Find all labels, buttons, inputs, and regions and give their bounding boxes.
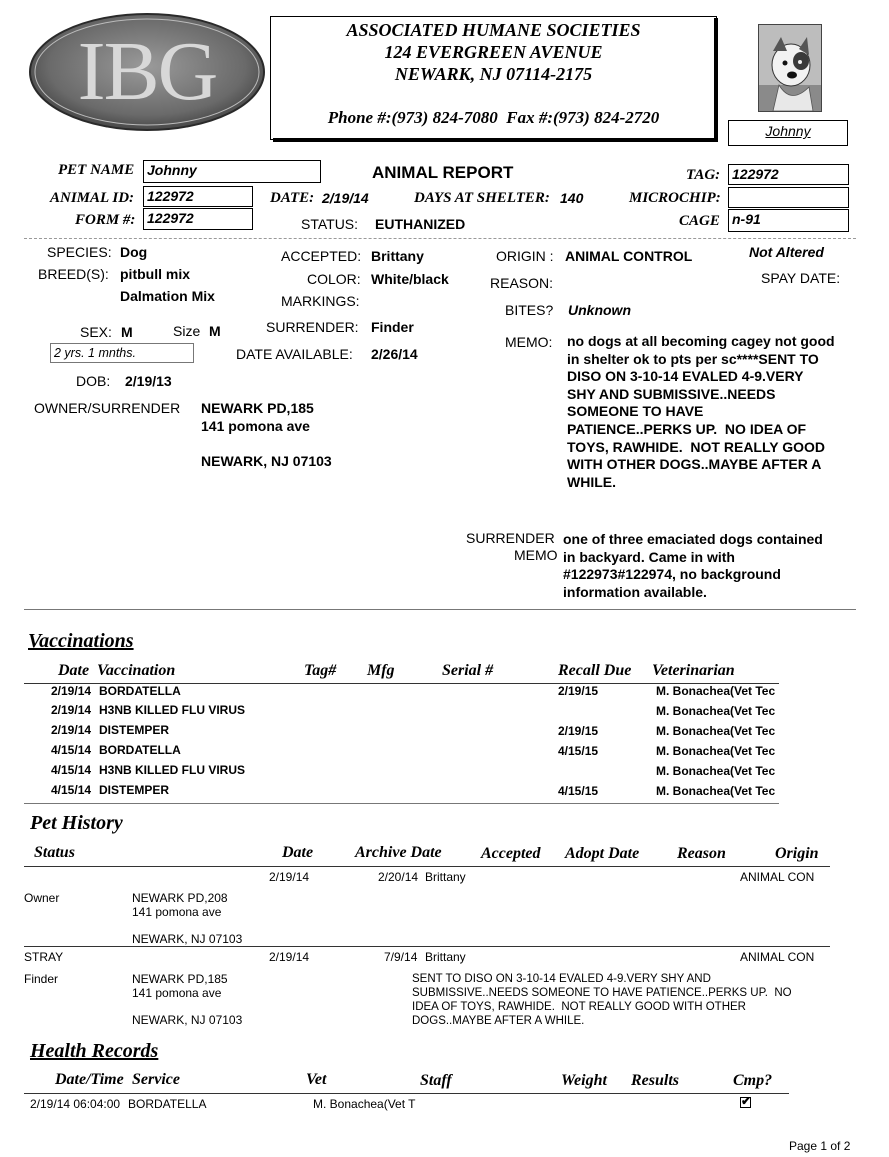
hist-col-reason: Reason: [677, 845, 726, 862]
hist-col-accepted: Accepted: [481, 845, 541, 862]
microchip-label: MICROCHIP:: [629, 190, 721, 206]
health-col-cmp: Cmp?: [733, 1072, 773, 1089]
health-heading: Health Records: [30, 1040, 159, 1062]
spay-date-label: SPAY DATE:: [761, 270, 841, 286]
tag-field: 122972: [728, 164, 849, 185]
tag-label: TAG:: [686, 167, 721, 183]
vac-vet: M. Bonachea(Vet Tec: [656, 724, 776, 738]
species-label: SPECIES:: [47, 244, 112, 260]
hist-street: 141 pomona ave: [132, 986, 222, 1000]
vac-name: DISTEMPER: [99, 723, 170, 737]
breed-value-2: Dalmation Mix: [120, 288, 215, 304]
date-available-value: 2/26/14: [371, 346, 418, 362]
report-title: ANIMAL REPORT: [372, 163, 514, 182]
org-address1: 124 EVERGREEN AVENUE: [384, 42, 603, 62]
form-label: FORM #:: [75, 212, 136, 228]
page-number: Page 1 of 2: [789, 1139, 851, 1153]
pet-photo: [758, 24, 822, 112]
vac-col-mfg: Mfg: [367, 662, 395, 679]
vaccinations-heading: Vaccinations: [28, 630, 134, 652]
history-heading: Pet History: [30, 812, 123, 834]
hist-name: NEWARK PD,208: [132, 891, 228, 905]
days-value: 140: [560, 190, 584, 206]
hist-record-rule: [24, 946, 830, 947]
photo-caption: Johnny: [765, 123, 811, 139]
hist-note: SENT TO DISO ON 3-10-14 EVALED 4-9.VERY SHY AND SUBMISSIVE..NEEDS SOMEONE TO HAVE PATIENCE..PERKS UP. NO IDEA OF TOYS, RAWHIDE. NOT REALLY GOOD WITH OTHER DOGS..MAYBE AFTER A WHILE.: [412, 973, 792, 1027]
hist-col-date: Date: [282, 844, 314, 861]
surrender-label: SURRENDER:: [266, 319, 359, 335]
vac-recall: 2/19/15: [558, 724, 599, 738]
date-label: DATE:: [270, 190, 315, 206]
logo: [27, 12, 267, 132]
org-address2: NEWARK, NJ 07114-2175: [394, 64, 593, 84]
health-col-vet: Vet: [306, 1071, 327, 1088]
vac-date: 2/19/14: [51, 703, 92, 717]
vac-date: 2/19/14: [51, 723, 92, 737]
date-value: 2/19/14: [322, 190, 369, 206]
vac-vet: M. Bonachea(Vet Tec: [656, 764, 776, 778]
health-service: BORDATELLA: [128, 1097, 207, 1111]
breed-value-1: pitbull mix: [120, 266, 190, 282]
owner-line3: NEWARK, NJ 07103: [201, 453, 332, 469]
health-datetime: 2/19/14 06:04:00: [30, 1097, 121, 1111]
memo-text: no dogs at all becoming cagey not good in shelter ok to pts per sc****SENT TO DISO ON 3-10-14 EVALED 4-9.VERY SHY AND SUBMISSIVE..NEEDS SOMEONE TO HAVE PATIENCE..PERKS UP. NO IDEA OF TOYS, RAWHIDE. NOT REALLY GOOD WITH OTHER DOGS..MAYBE AFTER A WHILE.: [567, 333, 835, 490]
altered-value: Not Altered: [749, 244, 824, 260]
vac-footer-rule: [24, 803, 779, 804]
vac-recall: 4/15/15: [558, 744, 599, 758]
hist-origin: ANIMAL CON: [740, 950, 815, 964]
hist-archive: 2/20/14: [378, 870, 419, 884]
vac-recall: 4/15/15: [558, 784, 599, 798]
hist-name: NEWARK PD,185: [132, 972, 228, 986]
vac-name: H3NB KILLED FLU VIRUS: [99, 763, 246, 777]
hist-city: NEWARK, NJ 07103: [132, 932, 243, 946]
vac-col-tag: Tag#: [304, 662, 337, 679]
hist-street: 141 pomona ave: [132, 905, 222, 919]
vac-date: 2/19/14: [51, 684, 92, 698]
form-field: 122972: [143, 208, 253, 230]
size-label: Size: [173, 323, 201, 339]
vac-vet: M. Bonachea(Vet Tec: [656, 744, 776, 758]
vac-col-vaccination: Vaccination: [97, 662, 176, 679]
status-label: STATUS:: [301, 216, 359, 232]
vac-name: H3NB KILLED FLU VIRUS: [99, 703, 246, 717]
vac-col-date: Date: [58, 662, 90, 679]
animal-id-field: 122972: [143, 186, 253, 207]
size-value: M: [209, 323, 221, 339]
accepted-label: ACCEPTED:: [281, 248, 362, 264]
reason-label: REASON:: [490, 275, 554, 291]
surrender-value: Finder: [371, 319, 414, 335]
hist-accepted: Brittany: [425, 950, 466, 964]
microchip-field: [728, 187, 849, 208]
owner-line2: 141 pomona ave: [201, 418, 310, 434]
accepted-value: Brittany: [371, 248, 424, 264]
surrender-memo-label-2: MEMO: [514, 547, 558, 563]
org-name: ASSOCIATED HUMANE SOCIETIES: [346, 20, 641, 40]
sex-label: SEX:: [80, 324, 112, 340]
species-value: Dog: [120, 244, 148, 260]
vac-vet: M. Bonachea(Vet Tec: [656, 684, 776, 698]
health-col-staff: Staff: [420, 1072, 452, 1089]
owner-line1: NEWARK PD,185: [201, 400, 314, 416]
vac-col-recall: Recall Due: [558, 662, 632, 679]
health-col-service: Service: [132, 1071, 180, 1088]
cage-field: n-91: [728, 209, 849, 232]
hist-accepted: Brittany: [425, 870, 466, 884]
vac-date: 4/15/14: [51, 743, 92, 757]
pet-name-label: PET NAME: [58, 162, 135, 178]
vac-name: BORDATELLA: [99, 743, 181, 757]
vac-vet: M. Bonachea(Vet Tec: [656, 704, 776, 718]
logo-text: IBG: [77, 25, 217, 118]
animal-id-label: ANIMAL ID:: [50, 190, 135, 206]
hist-city: NEWARK, NJ 07103: [132, 1013, 243, 1027]
hist-origin: ANIMAL CON: [740, 870, 815, 884]
vac-recall: 2/19/15: [558, 684, 599, 698]
breed-label: BREED(S):: [38, 266, 109, 282]
color-value: White/black: [371, 271, 449, 287]
cage-label: CAGE: [679, 213, 720, 229]
divider-details: [24, 609, 856, 610]
health-col-weight: Weight: [561, 1072, 607, 1089]
markings-label: MARKINGS:: [281, 293, 360, 309]
surrender-memo-label-1: SURRENDER: [466, 530, 555, 546]
health-vet: M. Bonachea(Vet T: [313, 1097, 416, 1111]
health-col-results: Results: [631, 1072, 680, 1089]
hist-col-adopt: Adopt Date: [565, 845, 640, 862]
hist-role: Owner: [24, 891, 60, 905]
health-complete-checkbox[interactable]: [740, 1094, 752, 1108]
date-available-label: DATE AVAILABLE:: [236, 346, 353, 362]
org-header-shadow-bottom: [273, 138, 718, 142]
dob-value: 2/19/13: [125, 373, 172, 389]
hist-col-status: Status: [34, 844, 75, 861]
health-col-datetime: Date/Time: [55, 1071, 124, 1088]
bites-label: BITES?: [505, 302, 554, 318]
vac-col-serial: Serial #: [442, 662, 494, 679]
pet-name-field: Johnny: [143, 160, 321, 183]
hist-archive: 7/9/14: [384, 950, 418, 964]
health-header-rule: [24, 1093, 789, 1094]
org-phone-fax: Phone #:(973) 824-7080 Fax #:(973) 824-2720: [327, 108, 660, 127]
hist-status: STRAY: [24, 950, 64, 964]
vac-name: DISTEMPER: [99, 783, 170, 797]
color-label: COLOR:: [307, 271, 361, 287]
days-label: DAYS AT SHELTER:: [414, 190, 550, 206]
surrender-memo-text: one of three emaciated dogs contained in backyard. Came in with #122973#122974, no background information available.: [563, 531, 823, 600]
age-field: 2 yrs. 1 mnths.: [50, 343, 194, 363]
divider-top: [24, 238, 856, 239]
hist-role: Finder: [24, 972, 59, 986]
hist-date: 2/19/14: [269, 870, 310, 884]
checkmark-icon: ✔: [741, 1094, 752, 1108]
hist-col-origin: Origin: [775, 845, 819, 862]
vac-name: BORDATELLA: [99, 684, 181, 698]
origin-label: ORIGIN :: [496, 248, 554, 264]
memo-label: MEMO:: [505, 334, 553, 350]
vac-date: 4/15/14: [51, 783, 92, 797]
dob-label: DOB:: [76, 373, 111, 389]
bites-value: Unknown: [568, 302, 631, 318]
hist-date: 2/19/14: [269, 950, 310, 964]
sex-value: M: [121, 324, 133, 340]
owner-label: OWNER/SURRENDER: [34, 400, 181, 416]
origin-value: ANIMAL CONTROL: [565, 248, 693, 264]
vac-date: 4/15/14: [51, 763, 92, 777]
vac-vet: M. Bonachea(Vet Tec: [656, 784, 776, 798]
status-value: EUTHANIZED: [375, 216, 466, 232]
hist-header-rule: [24, 866, 830, 867]
vac-col-vet: Veterinarian: [652, 662, 735, 679]
hist-col-archive: Archive Date: [355, 844, 442, 861]
